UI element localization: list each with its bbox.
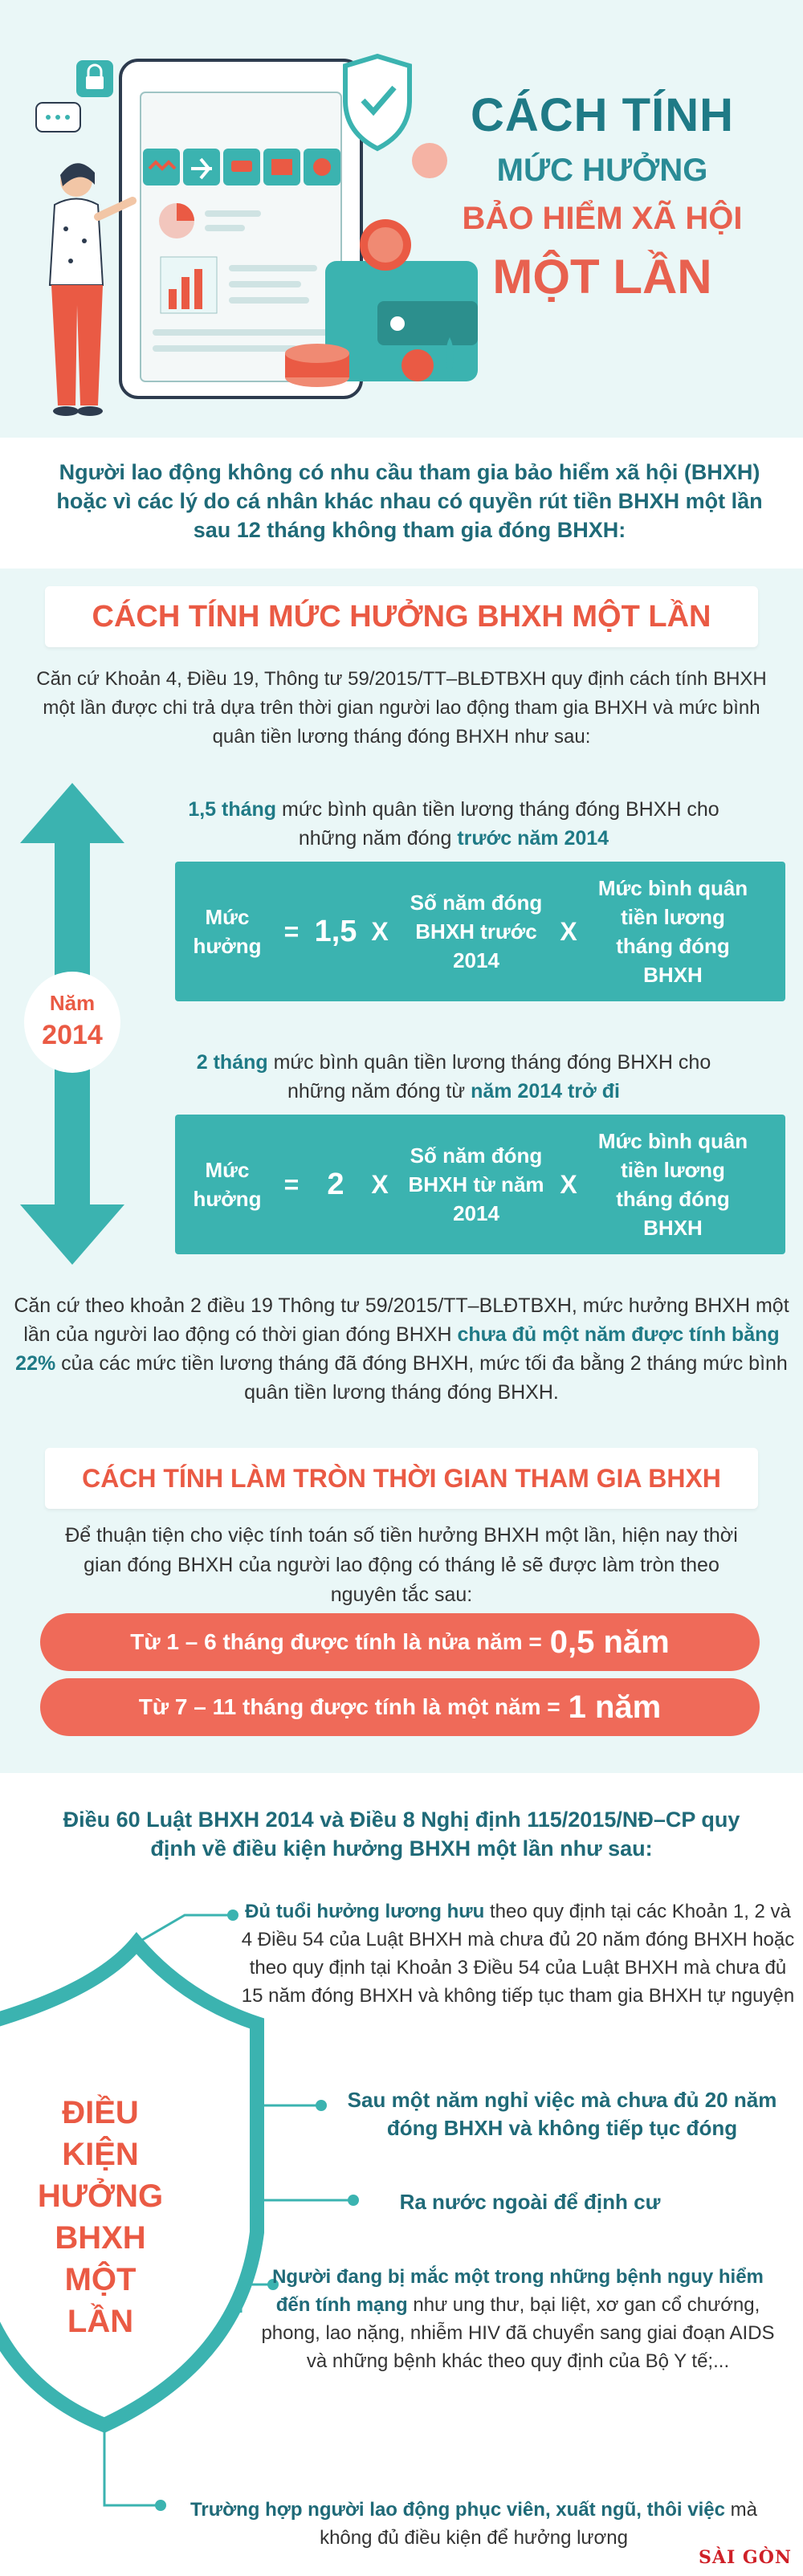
rounding-rule-value: 1 năm — [568, 1689, 662, 1725]
conditions-shield-label: ĐIỀU KIỆN HƯỞNG BHXH MỘT LẦN — [37, 2095, 164, 2339]
condition-rest: theo quy định tại các Khoản 1, 2 và 4 Điều 54 của Luật BHXH mà chưa đủ 20 năm đóng BHXH hoặc theo quy định tại Khoản 3 Điều 54 của Luật BHXH mà chưa đủ 15 năm đóng BHXH và không tiếp tục tham gia BHXH tự nguyện — [241, 1901, 795, 2007]
formula-lhs: Mức hưởng — [193, 1158, 262, 1211]
after-2014-description — [173, 1048, 735, 1106]
conditions-intro: Điều 60 Luật BHXH 2014 và Điều 8 Nghị định 115/2015/NĐ–CP quy định về điều kiện hưởng BHXH một lần như sau: — [63, 1808, 740, 1861]
formula-times-2: X — [560, 1169, 577, 1199]
section-intro-calculation: Căn cứ Khoản 4, Điều 19, Thông tư 59/2015/TT–BLĐTBXH quy định cách tính BHXH một lần được chi trả dựa trên thời gian người lao động tham gia BHXH và mức bình quân tiền lương tháng đóng BHXH như sau: — [36, 668, 767, 748]
condition-rest: mà không đủ điều kiện để hưởng lương — [320, 2499, 757, 2549]
condition-bold: Đủ tuổi hưởng lương hưu — [245, 1901, 485, 1922]
rounding-rule-half-year — [40, 1613, 760, 1671]
before-2014-tail: trước năm 2014 — [457, 827, 609, 850]
rounding-rule-value: 0,5 năm — [549, 1624, 670, 1660]
formula-lhs: Mức hưởng — [193, 905, 262, 958]
condition-retirement-age — [241, 1897, 795, 2010]
formula-average: Mức bình quân tiền lương tháng đóng BHXH — [597, 1129, 748, 1240]
condition-emigration: Ra nước ngoài để định cư — [399, 2190, 661, 2214]
after-2014-tail: năm 2014 trở đi — [471, 1080, 620, 1103]
formula-times: X — [371, 1169, 389, 1199]
section-title-rounding: CÁCH TÍNH LÀM TRÒN THỜI GIAN THAM GIA BHXH — [45, 1448, 758, 1509]
title-line-3: BẢO HIỂM XÃ HỘI — [462, 201, 743, 236]
rate-bold: chưa đủ một năm được tính bằng 22% — [15, 1323, 780, 1375]
before-2014-lead: 1,5 tháng — [188, 798, 277, 821]
formula-years: Số năm đóng BHXH từ năm 2014 — [408, 1143, 544, 1225]
under-one-year-rate — [11, 1291, 792, 1407]
before-2014-mid: mức bình quân tiền lương tháng đóng BHXH cho những năm đóng — [276, 798, 719, 850]
formula-times: X — [371, 916, 389, 946]
formula-equals: = — [283, 916, 300, 946]
formula-equals: = — [283, 1169, 300, 1199]
year-badge — [24, 972, 120, 1073]
title-line-2: MỨC HƯỞNG — [496, 153, 708, 188]
condition-serious-illness — [257, 2263, 779, 2375]
section-title-calculation: CÁCH TÍNH MỨC HƯỞNG BHXH MỘT LẦN — [45, 586, 758, 647]
condition-bold: Người đang bị mắc một trong những bệnh nguy hiểm đến tính mạng — [272, 2266, 764, 2316]
formula-factor: 1,5 — [314, 914, 357, 948]
year-badge-label: Năm — [49, 991, 96, 1015]
hero-banner — [0, 0, 803, 438]
year-badge-value: 2014 — [42, 1020, 103, 1050]
condition-after-one-year-unemployed: Sau một năm nghỉ việc mà chưa đủ 20 năm đóng BHXH và không tiếp tục đóng — [347, 2088, 777, 2140]
formula-times-2: X — [560, 916, 577, 946]
before-2014-description — [173, 795, 735, 853]
section-intro-rounding: Để thuận tiện cho việc tính toán số tiền hưởng BHXH một lần, hiện nay thời gian đóng BHXH của người lao động có tháng lẻ sẽ được làm tròn theo nguyên tắc sau: — [65, 1524, 738, 1606]
after-2014-mid: mức bình quân tiền lương tháng đóng BHXH cho những năm đóng từ — [267, 1051, 711, 1103]
rate-part-2: của các mức tiền lương tháng đã đóng BHXH, mức tối đa bằng 2 tháng mức bình quân tiền lương tháng đóng BHXH. — [55, 1352, 788, 1404]
rate-part-1: Căn cứ theo khoản 2 điều 19 Thông tư 59/2015/TT–BLĐTBXH, mức hưởng BHXH một lần của người lao động có thời gian đóng BHXH — [14, 1294, 789, 1346]
title-line-4: MỘT LẦN — [492, 250, 712, 304]
condition-demobilized — [169, 2496, 779, 2552]
publisher-logo: SÀI GÒN — [699, 2547, 792, 2568]
intro-paragraph: Người lao động không có nhu cầu tham gia bảo hiểm xã hội (BHXH) hoặc vì các lý do cá nhân khác nhau có quyền rút tiền BHXH một lần sau 12 tháng không tham gia đóng BHXH: — [56, 460, 763, 542]
formula-factor: 2 — [327, 1167, 344, 1201]
formula-before-2014 — [175, 862, 785, 1001]
formula-after-2014 — [175, 1115, 785, 1254]
formula-years: Số năm đóng BHXH trước 2014 — [410, 891, 543, 972]
condition-rest: như ung thư, bại liệt, xơ gan cổ chướng, phong, lao nặng, nhiễm HIV đã chuyển sang giai đoạn AIDS và những bệnh khác theo quy định của Bộ Y tế;... — [261, 2294, 775, 2372]
formula-average: Mức bình quân tiền lương tháng đóng BHXH — [597, 876, 748, 987]
title-line-1: CÁCH TÍNH — [471, 89, 734, 141]
rounding-rule-text: Từ 7 – 11 tháng được tính là một năm = — [138, 1694, 560, 1719]
rounding-rule-full-year — [40, 1678, 760, 1736]
condition-bold: Trường hợp người lao động phục viên, xuất ngũ, thôi việc — [190, 2499, 725, 2521]
rounding-rule-text: Từ 1 – 6 tháng được tính là nửa năm = — [130, 1629, 542, 1654]
after-2014-lead: 2 tháng — [196, 1051, 268, 1074]
